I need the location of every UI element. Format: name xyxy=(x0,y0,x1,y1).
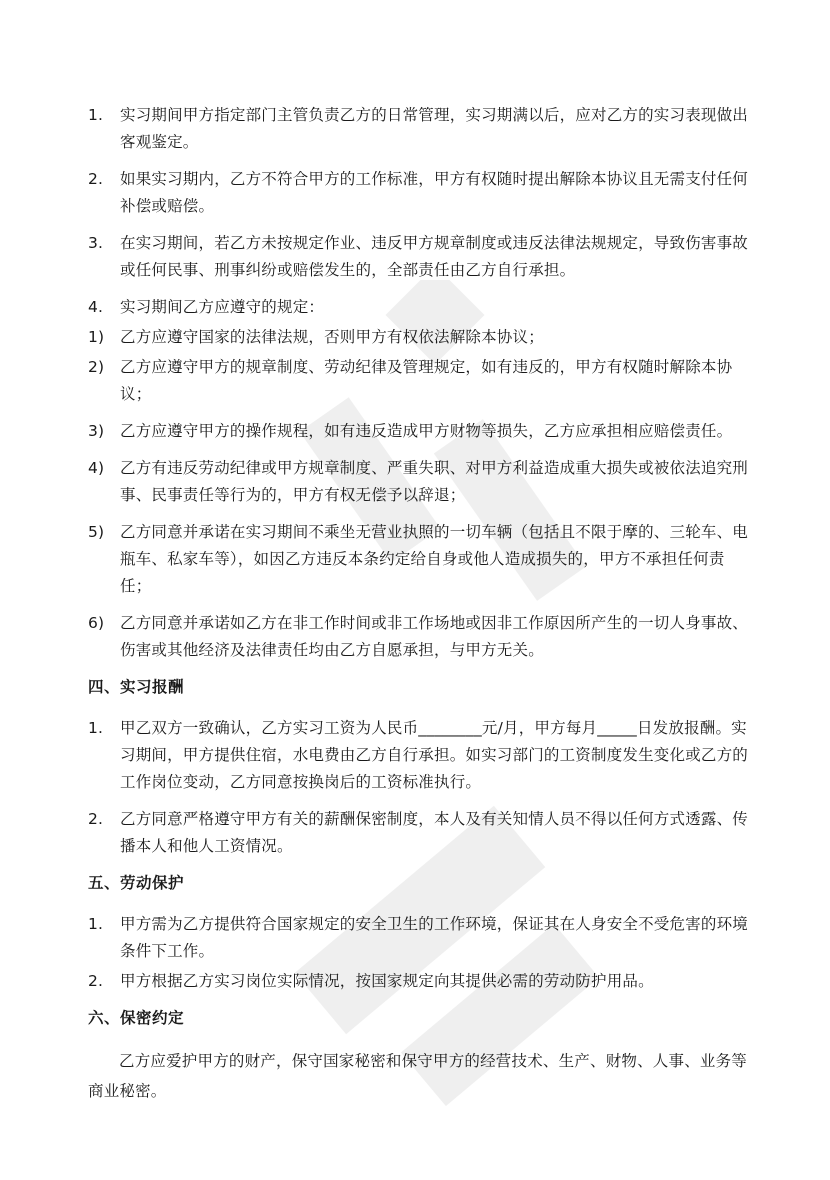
list-item xyxy=(88,911,748,965)
sub-list-item xyxy=(88,519,748,600)
item-text: 实习期间乙方应遵守的规定： xyxy=(120,298,325,316)
item-number: 1) xyxy=(88,328,105,346)
item-text: 在实习期间，若乙方未按规定作业、违反甲方规章制度或违反法律法规规定，导致伤害事故或任何民事、刑事纠纷或赔偿发生的，全部责任由乙方自行承担。 xyxy=(120,234,749,279)
sub-list-item xyxy=(88,418,748,445)
section-heading-labor-protection: 五、劳动保护 xyxy=(88,874,185,892)
section-heading-confidentiality: 六、保密约定 xyxy=(88,1009,185,1027)
item-text: 乙方有违反劳动纪律或甲方规章制度、严重失职、对甲方利益造成重大损失或被依法追究刑事、民事责任等行为的，甲方有权无偿予以辞退； xyxy=(120,459,749,504)
list-item xyxy=(88,294,748,321)
item-number: 3) xyxy=(88,422,105,440)
item-number: 2. xyxy=(88,972,104,990)
item-text: 甲方根据乙方实习岗位实际情况，按国家规定向其提供必需的劳动防护用品。 xyxy=(120,972,654,990)
item-number: 2) xyxy=(88,358,105,376)
sub-list-item xyxy=(88,354,748,408)
item-text: 甲乙双方一致确认，乙方实习工资为人民币________元/月，甲方每月_____日发放报酬。实习期间，甲方提供住宿，水电费由乙方自行承担。如实习部门的工资制度发生变化或乙方的工作岗位变动，乙方同意按换岗后的工资标准执行。 xyxy=(120,719,749,791)
sub-list-item xyxy=(88,455,748,509)
item-text: 乙方同意并承诺在实习期间不乘坐无营业执照的一切车辆（包括且不限于摩的、三轮车、电瓶车、私家车等），如因乙方违反本条约定给自身或他人造成损失的，甲方不承担任何责任； xyxy=(120,523,749,595)
item-number: 4) xyxy=(88,459,105,477)
list-item xyxy=(88,715,748,796)
sub-list-item xyxy=(88,324,748,351)
item-text: 乙方同意并承诺如乙方在非工作时间或非工作场地或因非工作原因所产生的一切人身事故、伤害或其他经济及法律责任均由乙方自愿承担，与甲方无关。 xyxy=(120,614,749,659)
item-number: 4. xyxy=(88,298,104,316)
document-body xyxy=(88,102,748,1106)
item-text: 乙方应遵守甲方的规章制度、劳动纪律及管理规定，如有违反的，甲方有权随时解除本协议； xyxy=(120,358,733,403)
list-item xyxy=(88,230,748,284)
sub-list-item xyxy=(88,610,748,664)
item-text: 乙方应遵守甲方的操作规程，如有违反造成甲方财物等损失，乙方应承担相应赔偿责任。 xyxy=(120,422,733,440)
item-number: 2. xyxy=(88,170,104,188)
item-number: 2. xyxy=(88,810,104,828)
item-text: 乙方同意严格遵守甲方有关的薪酬保密制度，本人及有关知情人员不得以任何方式透露、传播本人和他人工资情况。 xyxy=(120,810,749,855)
item-number: 6) xyxy=(88,614,105,632)
item-text: 实习期间甲方指定部门主管负责乙方的日常管理，实习期满以后，应对乙方的实习表现做出客观鉴定。 xyxy=(120,106,749,151)
item-number: 5) xyxy=(88,523,105,541)
confidentiality-paragraph: 乙方应爱护甲方的财产，保守国家秘密和保守甲方的经营技术、生产、财物、人事、业务等商业秘密。 xyxy=(88,1052,748,1100)
list-item xyxy=(88,102,748,156)
item-number: 1. xyxy=(88,719,104,737)
section-heading-salary: 四、实习报酬 xyxy=(88,678,185,696)
list-item xyxy=(88,806,748,860)
list-item xyxy=(88,166,748,220)
item-text: 乙方应遵守国家的法律法规，否则甲方有权依法解除本协议； xyxy=(120,328,544,346)
item-text: 甲方需为乙方提供符合国家规定的安全卫生的工作环境，保证其在人身安全不受危害的环境条件下工作。 xyxy=(120,915,749,960)
item-text: 如果实习期内，乙方不符合甲方的工作标准，甲方有权随时提出解除本协议且无需支付任何补偿或赔偿。 xyxy=(120,170,749,215)
item-number: 1. xyxy=(88,915,104,933)
item-number: 1. xyxy=(88,106,104,124)
list-item xyxy=(88,968,748,995)
item-number: 3. xyxy=(88,234,104,252)
